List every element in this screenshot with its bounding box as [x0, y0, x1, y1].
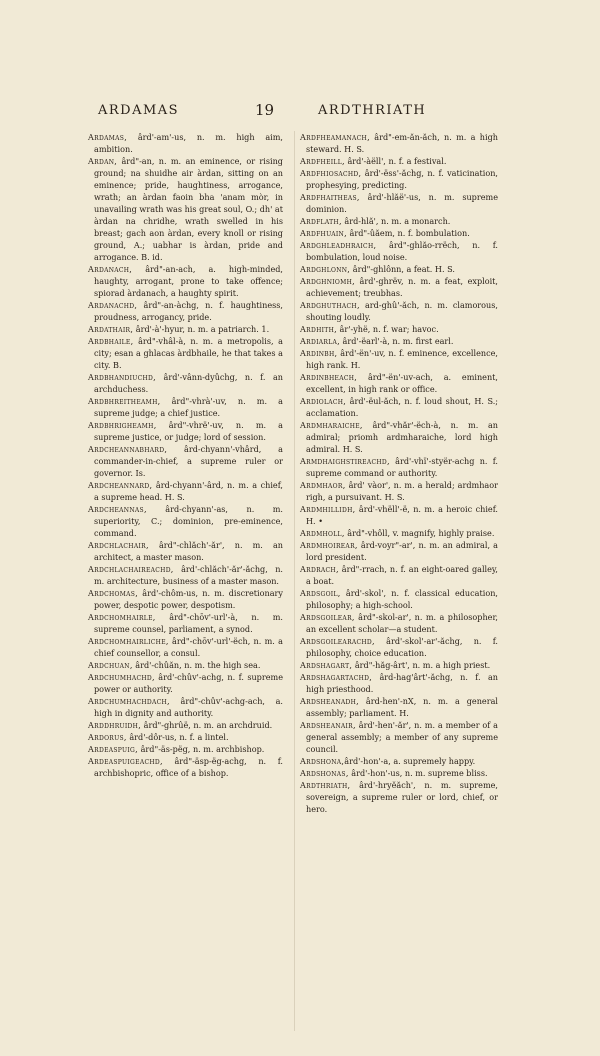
dictionary-entry [300, 131, 498, 155]
entry-headword: Ardfhuain, [300, 228, 347, 238]
entry-definition: ârd-voyr"-ar', n. m. an admiral, a lord president. [306, 540, 498, 562]
dictionary-entry [300, 503, 498, 527]
dictionary-entry [88, 371, 283, 395]
entry-headword: Ardchuan, [88, 660, 133, 670]
dictionary-entry [88, 659, 283, 671]
dictionary-entry [88, 419, 283, 443]
entry-headword: Ardmholl, [300, 528, 345, 538]
entry-headword: Ardbhreitheamh, [88, 396, 161, 406]
entry-definition: ârd-hen'-nX, n. m. a general assembly; parliament. H. [306, 696, 498, 718]
left-column [88, 131, 283, 779]
dictionary-entry [300, 671, 498, 695]
column-divider [294, 131, 295, 1031]
entry-definition: ârd"-vhăr'-ëch-à, n. m. an admiral; priomh ardmharaiche, lord high admiral. H. S. [306, 420, 498, 454]
dictionary-entry [88, 263, 283, 299]
entry-definition: ârd"-ghlăo-rrëch, n. f. bombulation, loud noise. [306, 240, 498, 262]
entry-headword: Ardeaspuigeachd, [88, 756, 163, 766]
entry-definition: ârd' vàor', n. m. a herald; ardmhaor righ, a pursuivant. H. S. [306, 480, 498, 502]
entry-definition: ard-ghû'-ăch, n. m. clamorous, shouting loudly. [306, 300, 498, 322]
entry-headword: Ardshagart, [300, 660, 353, 670]
entry-headword: Ardsgoil, [300, 588, 341, 598]
entry-definition: ârd'-chûăn, n. m. the high sea. [132, 660, 261, 670]
entry-definition: ârd'-vhï'-styër-achg n. f. supreme command or authority. [306, 456, 498, 478]
entry-headword: Ardamas, [88, 132, 128, 142]
dictionary-entry [300, 239, 498, 263]
entry-definition: ârd"-vhâl-à, n. m. a metropolis, a city; esan a ghlacas àrdbhaile, he that takes a city. B. [94, 336, 283, 370]
dictionary-entry [300, 479, 498, 503]
entry-headword: Ardcheannabhard, [88, 444, 168, 454]
entry-definition: ârd"-ghlônn, a feat. H. S. [350, 264, 455, 274]
entry-definition: ârd'-hon'-us, n. m. supreme bliss. [348, 768, 488, 778]
entry-headword: Ardeaspuig, [88, 744, 139, 754]
entry-definition: ârd'-chûv'-achg, n. f. supreme power or authority. [94, 672, 283, 694]
entry-headword: Ardinbheach, [300, 372, 358, 382]
entry-headword: Ardsgoilear, [300, 612, 355, 622]
entry-headword: Ardan, [88, 156, 118, 166]
entry-definition: ârd"-an-ach, a. high-minded, haughty, arrogant, prone to take offence; spiorad àrdanach, a haughty spirit. [94, 264, 283, 298]
dictionary-entry [88, 155, 283, 263]
entry-headword: Ardchomas, [88, 588, 139, 598]
dictionary-entry [88, 635, 283, 659]
entry-headword: Ardfhiosachd, [300, 168, 362, 178]
dictionary-entry [300, 755, 498, 767]
entry-definition: ârd"-an-àchg, n. f. haughtiness, proudness, arrogancy, pride. [94, 300, 283, 322]
entry-headword: Ardmhoirear, [300, 540, 358, 550]
entry-definition: ârd'-vhëll'-ë, n. m. a heroic chief. H. • [306, 504, 498, 526]
dictionary-entry [88, 755, 283, 779]
entry-headword: Ardsheanair, [300, 720, 356, 730]
dictionary-entry [88, 539, 283, 563]
entry-headword: Ardchlachair, [88, 540, 149, 550]
entry-headword: Ardfheamanach, [300, 132, 370, 142]
entry-definition: ârd"-chōv'-url'-ëch, n. m. a chief counsellor, a consul. [94, 636, 283, 658]
entry-headword: Ardmharaiche, [300, 420, 363, 430]
dictionary-entry [88, 563, 283, 587]
entry-definition: ârd'-hon'-a, a. supremely happy. [344, 756, 476, 766]
entry-headword: Ardchumhachdach, [88, 696, 170, 706]
entry-headword: Ardinbh, [300, 348, 338, 358]
dictionary-entry [300, 659, 498, 671]
page-number: 19 [255, 101, 275, 119]
dictionary-entry [88, 479, 283, 503]
dictionary-entry [300, 419, 498, 455]
dictionary-entry [300, 191, 498, 215]
entry-headword: Arddhruidh, [88, 720, 142, 730]
entry-definition: ârd"-ghrûë, n. m. an archdruid. [141, 720, 273, 730]
entry-headword: Ardmhaor, [300, 480, 346, 490]
entry-definition: ârd'-dôr-us, n. f. a lintel. [126, 732, 229, 742]
dictionary-entry [88, 671, 283, 695]
entry-definition: ârd-chyann'-as, n. m. superiority, C.; dominion, pre-eminence, command. [94, 504, 283, 538]
dictionary-entry [88, 503, 283, 539]
entry-definition: ârd"-äs-pëg, n. m. archbishop. [138, 744, 265, 754]
entry-headword: Ardchlachaireachd, [88, 564, 174, 574]
entry-headword: Ardbhandiuchd, [88, 372, 157, 382]
dictionary-entry [300, 323, 498, 335]
entry-definition: ârd"-chōv'-url'-à, n. m. supreme counsel, parliament, a synod. [94, 612, 283, 634]
entry-headword: Ardsgoilearachd, [300, 636, 375, 646]
entry-headword: Ardmhillidh, [300, 504, 356, 514]
entry-headword: Ardthriath, [300, 780, 351, 790]
dictionary-entry [88, 335, 283, 371]
entry-headword: Ardiarla, [300, 336, 340, 346]
entry-headword: Ardghniomh, [300, 276, 355, 286]
entry-headword: Ardshonas, [300, 768, 349, 778]
entry-headword: Ardhith, [300, 324, 337, 334]
entry-headword: Ardflath, [300, 216, 342, 226]
entry-headword: Ardchumhachd, [88, 672, 155, 682]
dictionary-entry [300, 719, 498, 755]
entry-headword: Ardshona, [300, 756, 345, 766]
dictionary-entry [300, 227, 498, 239]
entry-definition: ârd'-hryĕăch', n. m. supreme, sovereign, a supreme ruler or lord, chief, or hero. [306, 780, 498, 814]
dictionary-entry [300, 275, 498, 299]
entry-definition: ârd'-am'-us, n. m. high aim, ambition. [94, 132, 283, 154]
header-right-guide-word: ARDTHRIATH [318, 103, 427, 118]
dictionary-entry [88, 323, 283, 335]
dictionary-entry [300, 335, 498, 347]
entry-headword: Ardiolach, [300, 396, 347, 406]
dictionary-entry [88, 731, 283, 743]
entry-headword: Ardghleadhraich, [300, 240, 377, 250]
dictionary-entry [300, 215, 498, 227]
dictionary-entry [88, 395, 283, 419]
entry-definition: ârd"-skol-ar', n. m. a philosopher, an excellent scholar—a student. [306, 612, 498, 634]
entry-definition: ârd"-chûv'-achg-ach, a. high in dignity and authority. [94, 696, 283, 718]
entry-definition: ârd'-skol', n. f. classical education, philosophy; a high-school. [306, 588, 498, 610]
dictionary-entry [300, 779, 498, 815]
dictionary-entry [300, 587, 498, 611]
dictionary-entry [88, 299, 283, 323]
entry-definition: ârd-chyann'-ârd, n. m. a chief, a supreme head. H. S. [94, 480, 283, 502]
dictionary-entry [300, 767, 498, 779]
entry-headword: Ardchomhairle, [88, 612, 156, 622]
entry-definition: ârd"-ûăem, n. f. bombulation. [346, 228, 470, 238]
entry-headword: Ardfheill, [300, 156, 345, 166]
dictionary-entry [300, 371, 498, 395]
entry-headword: Ardsheanadh, [300, 696, 360, 706]
entry-headword: Ardghlonn, [300, 264, 351, 274]
entry-definition: ârd"-ën'-uv-ach, a. eminent, excellent, in high rank or office. [306, 372, 498, 394]
page-header [0, 103, 600, 125]
dictionary-entry [300, 395, 498, 419]
entry-headword: Ardrach, [300, 564, 339, 574]
dictionary-entry [300, 299, 498, 323]
entry-definition: ârd'-ghrëv, n. m. a feat, exploit, achievement; treubhas. [306, 276, 498, 298]
dictionary-entry [300, 263, 498, 275]
entry-headword: Ardathair, [88, 324, 134, 334]
entry-definition: ârd-chyann'-vhârd, a commander-in-chief, a supreme ruler or governor. Is. [94, 444, 283, 478]
entry-definition: ârd'-chôm-us, n. m. discretionary power, despotic power, despotism. [94, 588, 283, 610]
dictionary-entry [300, 539, 498, 563]
entry-headword: Ardanach, [88, 264, 133, 274]
dictionary-entry [300, 347, 498, 371]
dictionary-entry [300, 527, 498, 539]
dictionary-entry [300, 695, 498, 719]
entry-definition: ârd'-vânn-dyûchg, n. f. an archduchess. [94, 372, 283, 394]
entry-headword: Armdhaighstireachd, [300, 456, 390, 466]
dictionary-entry [300, 167, 498, 191]
entry-definition: ârd'-ëul-ăch, n. f. loud shout, H. S.; acclamation. [306, 396, 498, 418]
entry-headword: Ardcheannard, [88, 480, 153, 490]
entry-headword: Ardbhaile, [88, 336, 134, 346]
dictionary-entry [88, 743, 283, 755]
dictionary-entry [88, 611, 283, 635]
dictionary-entry [88, 695, 283, 719]
entry-definition: ârd'-hen'-ăr', n. m. a member of a general assembly; a member of any supreme council. [306, 720, 498, 754]
dictionary-entry [300, 635, 498, 659]
entry-headword: Ardshagartachd, [300, 672, 373, 682]
entry-definition: ârd'-àëll', n. f. a festival. [344, 156, 447, 166]
entry-definition: ârd-hlă', n. m. a monarch. [341, 216, 451, 226]
entry-definition: ârd-hag'ârt'-ăchg, n. f. an high priesthood. [306, 672, 498, 694]
entry-definition: ârd"-vhôll, v. magnify, highly praise. [344, 528, 495, 538]
dictionary-entry [300, 611, 498, 635]
entry-definition: ârd'-ëss'-ăchg, n. f. vaticination, prophesying, predicting. [306, 168, 498, 190]
dictionary-entry [300, 155, 498, 167]
entry-definition: ârd'-à'-hyur, n. m. a patriarch. 1. [133, 324, 270, 334]
entry-definition: ârd"-rrach, n. f. an eight-oared galley, a boat. [306, 564, 498, 586]
entry-definition: ârd"-chlăch'-ăr', n. m. an architect, a master mason. [94, 540, 283, 562]
entry-definition: ârd"-an, n. m. an eminence, or rising ground; na shuidhe air àrdan, sitting on an eminence; pride, haughtiness, arrogance, wrath; an àrdan faoin bha 'anam mòr, in unavailing wrath was his great soul, O.; dh' at àrdan na chridhe, wrath swelled in his breast; gach aon àrdan, every knoll or rising ground, A.; uabhar is àrdan, pride and arrogance. B. id. [94, 156, 283, 262]
entry-headword: Ardfhaitheas, [300, 192, 360, 202]
entry-definition: âr'-yhë, n. f. war; havoc. [336, 324, 439, 334]
entry-definition: ârd"-em-ăn-ăch, n. m. a high steward. H. S. [306, 132, 498, 154]
entry-definition: ârd'-chlăch'-ăr'-ăchg, n. m. architecture, business of a master mason. [94, 564, 283, 586]
entry-headword: Ardorus, [88, 732, 127, 742]
header-left-guide-word: ARDAMAS [98, 103, 180, 118]
entry-headword: Ardcheannas, [88, 504, 147, 514]
entry-headword: Ardanachd, [88, 300, 138, 310]
entry-definition: ârd'-skol'-ar'-ăchg, n. f. philosophy, choice education. [306, 636, 498, 658]
entry-definition: ârd"-vhrà'-uv, n. m. a supreme judge; a chief justice. [94, 396, 283, 418]
entry-definition: ârd"-äsp-ëg-achg, n. f. archbishopric, office of a bishop. [94, 756, 283, 778]
entry-headword: Ardbhrigheamh, [88, 420, 157, 430]
entry-definition: ârd"-hăg-ârt', n. m. a high priest. [352, 660, 491, 670]
entry-headword: Ardchomhairliche, [88, 636, 169, 646]
dictionary-entry [88, 131, 283, 155]
dictionary-entry [300, 455, 498, 479]
entry-definition: ârd'-hlăë'-us, n. m. supreme dominion. [306, 192, 498, 214]
entry-headword: Ardghuthach, [300, 300, 360, 310]
dictionary-entry [88, 443, 283, 479]
right-column [300, 131, 498, 815]
entry-definition: ârd"-vhrë'-uv, n. m. a supreme justice, or judge; lord of session. [94, 420, 283, 442]
dictionary-entry [88, 587, 283, 611]
dictionary-entry [300, 563, 498, 587]
dictionary-entry [88, 719, 283, 731]
entry-definition: ârd'-ën'-uv, n. f. eminence, excellence, high rank. H. [306, 348, 498, 370]
entry-definition: ârd'-ëarl'-à, n. m. first earl. [339, 336, 454, 346]
